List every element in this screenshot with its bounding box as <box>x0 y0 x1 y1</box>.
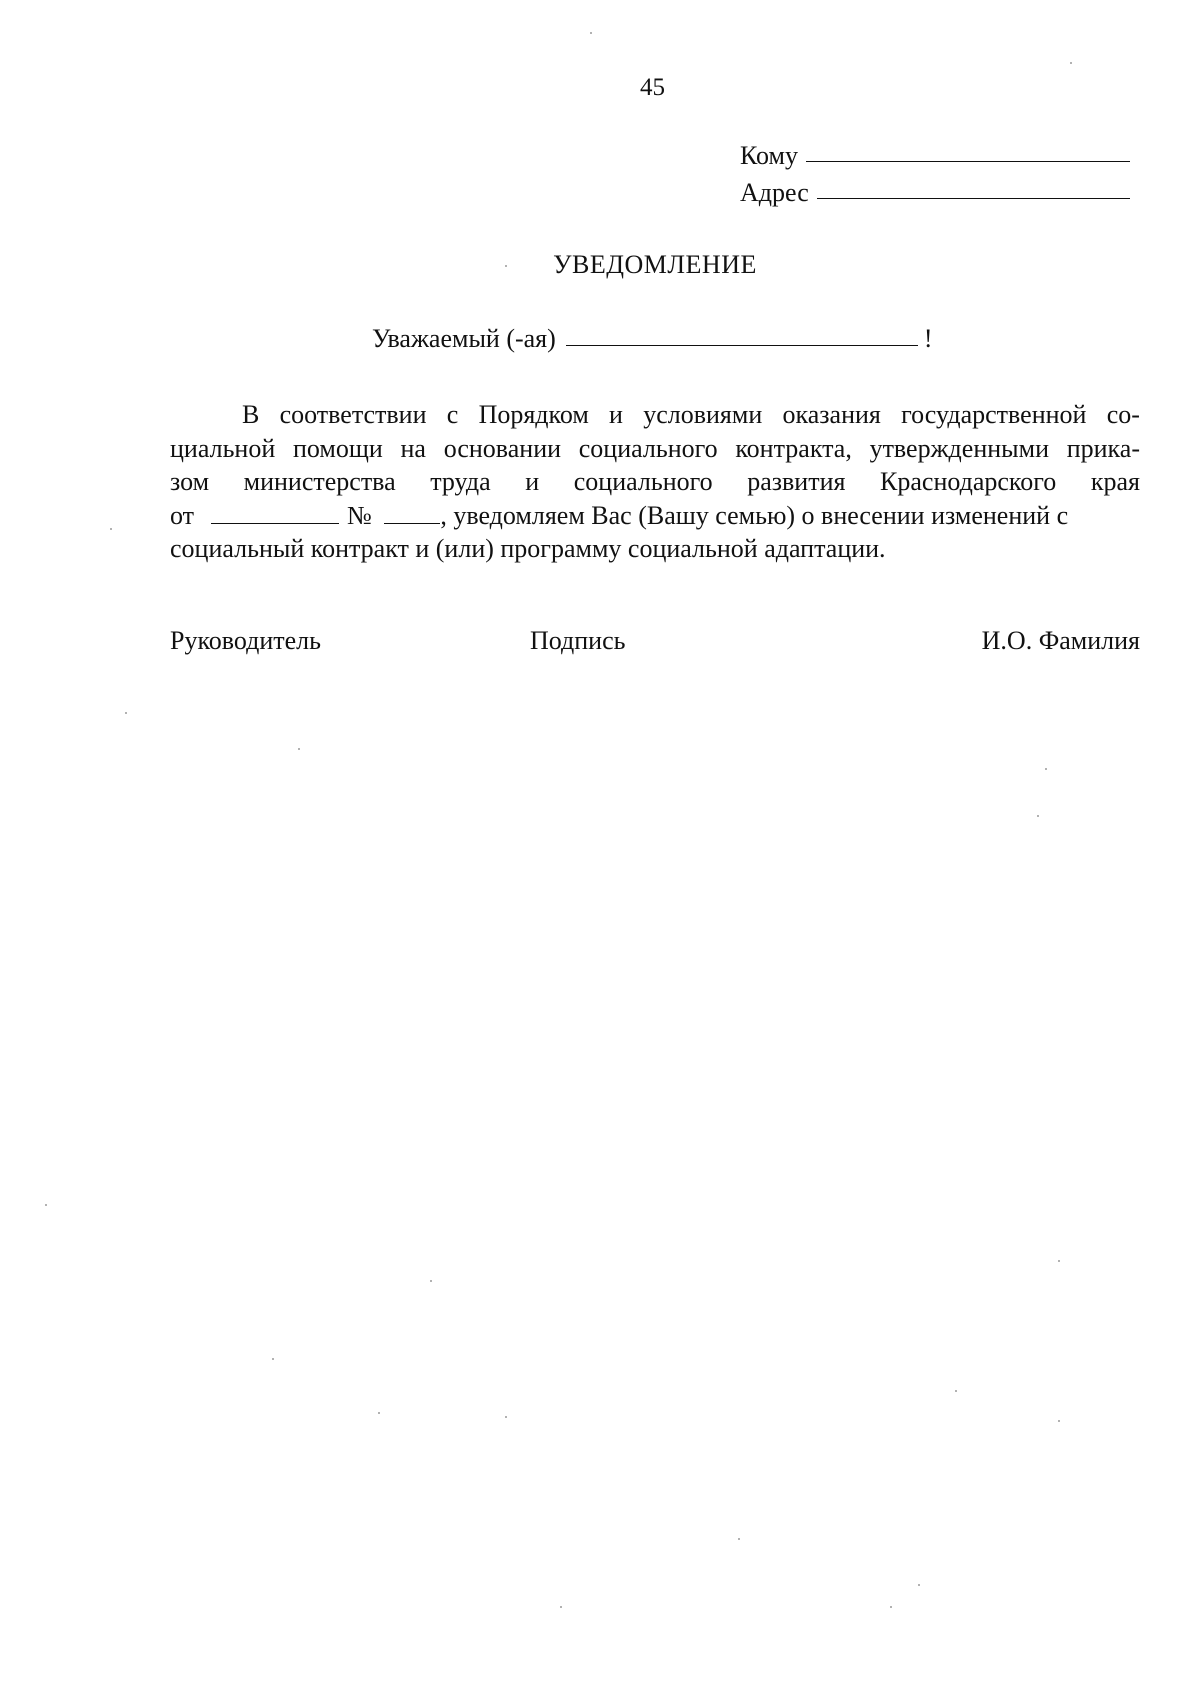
body-word: утвержденными <box>869 433 1049 463</box>
body-line-1 <box>170 398 1140 432</box>
body-word: от <box>170 500 195 530</box>
body-word: с <box>446 400 459 429</box>
body-word: государственной <box>901 400 1087 429</box>
number-sign: № <box>347 500 372 530</box>
notification-body <box>170 398 1140 566</box>
scan-speck <box>505 265 507 267</box>
signatory-name: И.О. Фамилия <box>981 626 1140 655</box>
scan-speck <box>272 1358 274 1360</box>
scan-speck <box>1045 768 1047 770</box>
scan-speck <box>298 748 300 750</box>
recipient-label: Кому <box>740 141 799 170</box>
body-line-2 <box>170 432 1140 466</box>
scan-speck <box>955 1390 957 1392</box>
scan-speck <box>918 1584 920 1586</box>
date-blank <box>211 523 339 524</box>
scan-speck <box>560 1606 562 1608</box>
body-word: соответствии <box>279 400 427 429</box>
scan-speck <box>1037 815 1039 817</box>
address-label: Адрес <box>740 178 809 207</box>
body-word: контракта, <box>735 433 852 463</box>
order-number-blank <box>384 523 440 524</box>
body-word: со- <box>1106 400 1140 429</box>
salutation-text: Уважаемый (-ая) <box>372 324 556 353</box>
body-word: и <box>609 400 623 429</box>
body-word: прика- <box>1066 433 1140 463</box>
scan-speck <box>110 528 112 530</box>
body-word: Порядком <box>478 400 589 429</box>
salutation-name-blank <box>566 345 918 346</box>
body-word: помощи <box>292 433 383 463</box>
scan-speck <box>1070 62 1072 64</box>
scan-speck <box>1058 1260 1060 1262</box>
body-word: края <box>1090 467 1140 496</box>
scan-speck <box>590 32 592 34</box>
page-number: 45 <box>640 74 665 101</box>
signature-row <box>170 626 1140 656</box>
body-word: зом <box>170 467 210 496</box>
body-word: социального <box>573 467 713 496</box>
body-word: Краснодарского <box>880 467 1057 496</box>
salutation-exclamation: ! <box>923 324 933 353</box>
body-word: министерства <box>243 467 396 496</box>
address-blank-line <box>817 198 1130 199</box>
scan-speck <box>1058 1420 1060 1422</box>
scan-speck <box>125 712 127 714</box>
body-line-4 <box>170 499 1140 533</box>
body-word: условиями <box>643 400 763 429</box>
recipient-blank-line <box>806 161 1130 162</box>
body-word: основании <box>443 433 562 463</box>
addressee-block <box>740 134 1130 208</box>
scan-speck <box>430 1280 432 1282</box>
recipient-row <box>740 134 1130 171</box>
body-line-3 <box>170 465 1140 499</box>
body-word: социального <box>578 433 718 463</box>
scan-speck <box>738 1538 740 1540</box>
signatory-position: Руководитель <box>170 626 321 655</box>
body-word: циальной <box>170 433 276 463</box>
body-line-5 <box>170 532 1140 566</box>
scan-speck <box>890 1606 892 1608</box>
body-word: В <box>242 400 260 429</box>
body-word: оказания <box>782 400 881 429</box>
body-phrase: социальный контракт и (или) программу социальной адаптации. <box>170 534 886 563</box>
signature-field: Подпись <box>530 626 626 655</box>
body-phrase: , уведомляем Вас (Вашу семью) о внесении изменений с <box>440 500 1069 530</box>
body-word: на <box>400 433 426 463</box>
scan-speck <box>378 1412 380 1414</box>
scan-speck <box>45 1204 47 1206</box>
address-row <box>740 171 1130 208</box>
salutation <box>372 324 932 354</box>
body-word: труда <box>430 467 491 496</box>
scan-speck <box>505 1416 507 1418</box>
document-title: УВЕДОМЛЕНИЕ <box>553 250 757 279</box>
body-line-4-content <box>170 499 1068 533</box>
body-word: развития <box>747 467 846 496</box>
body-word: и <box>525 467 540 496</box>
